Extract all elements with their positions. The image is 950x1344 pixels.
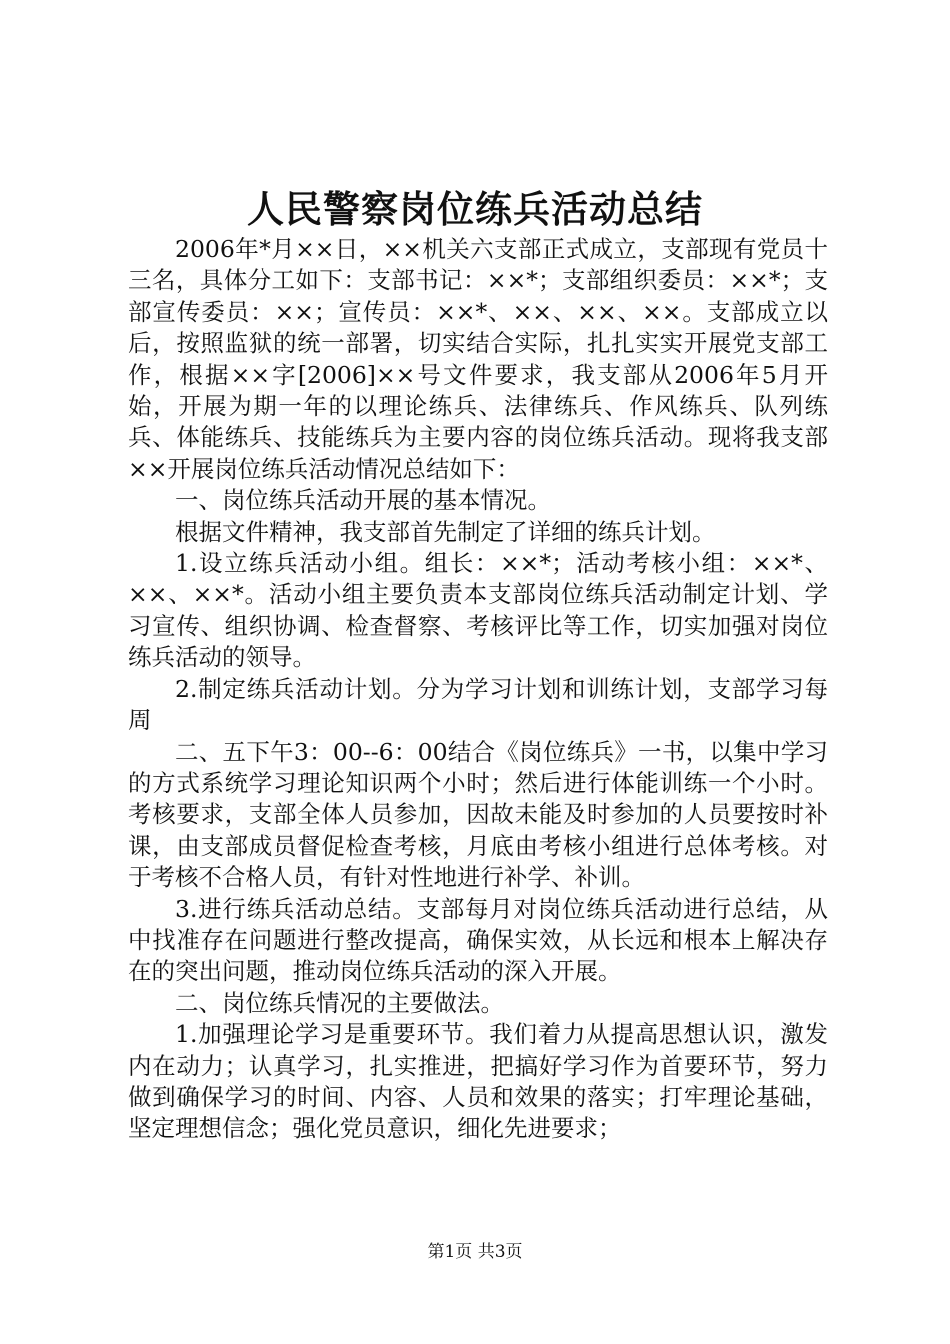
- paragraph-item-1: 1.设立练兵活动小组。组长：××*；活动考核小组：××*、××、××*。活动小组主要负责本支部岗位练兵活动制定计划、学习宣传、组织协调、检查督察、考核评比等工作，切实加强对岗位练兵活动的领导。: [128, 549, 828, 672]
- paragraph-practice-1: 1.加强理论学习是重要环节。我们着力从提高思想认识，激发内在动力；认真学习，扎实推进，把搞好学习作为首要环节，努力做到确保学习的时间、内容、人员和效果的落实；打牢理论基础，坚定理想信念；强化党员意识，细化先进要求；: [128, 1020, 828, 1143]
- paragraph-item-2: 2.制定练兵活动计划。分为学习计划和训练计划，支部学习每周: [128, 674, 828, 735]
- heading-main-practices: 二、岗位练兵情况的主要做法。: [175, 988, 504, 1017]
- document-body: [128, 234, 828, 1145]
- paragraph-plan: 根据文件精神，我支部首先制定了详细的练兵计划。: [175, 517, 716, 546]
- heading-basic-situation: 一、岗位练兵活动开展的基本情况。: [175, 486, 551, 515]
- page-footer: 第1页 共3页: [427, 1242, 523, 1262]
- paragraph-item-3: 3.进行练兵活动总结。支部每月对岗位练兵活动进行总结，从中找准存在问题进行整改提高，确保实效，从长远和根本上解决存在的突出问题，推动岗位练兵活动的深入开展。: [128, 894, 828, 986]
- document-title: 人民警察岗位练兵活动总结: [247, 187, 703, 231]
- paragraph-intro: 2006年*月××日，××机关六支部正式成立，支部现有党员十三名，具体分工如下：支部书记：××*；支部组织委员：××*；支部宣传委员：××；宣传员：××*、××、××、××。支部成立以后，按照监狱的统一部署，切实结合实际，扎扎实实开展党支部工作，根据××字[2006]××号文件要求，我支部从2006年5月开始，开展为期一年的以理论练兵、法律练兵、作风练兵、队列练兵、体能练兵、技能练兵为主要内容的岗位练兵活动。现将我支部××开展岗位练兵活动情况总结如下：: [128, 235, 828, 483]
- paragraph-schedule: 二、五下午3：00--6：00结合《岗位练兵》一书，以集中学习的方式系统学习理论知识两个小时；然后进行体能训练一个小时。考核要求，支部全体人员参加，因故未能及时参加的人员要按时补课，由支部成员督促检查考核，月底由考核小组进行总体考核。对于考核不合格人员，有针对性地进行补学、补训。: [128, 737, 828, 892]
